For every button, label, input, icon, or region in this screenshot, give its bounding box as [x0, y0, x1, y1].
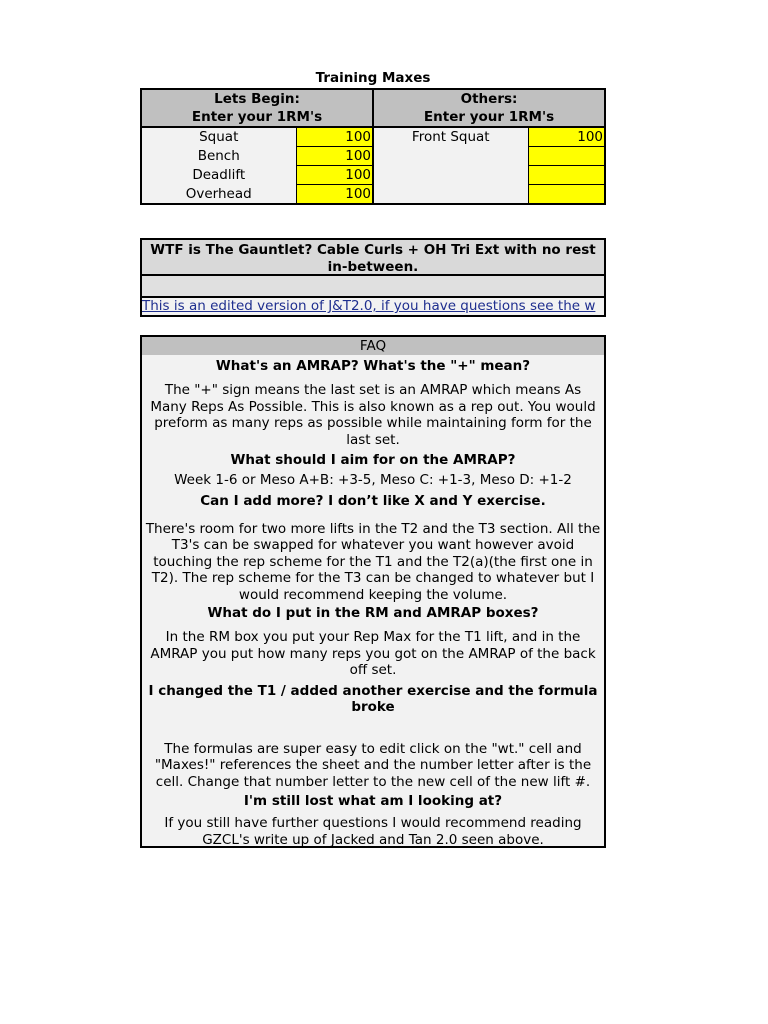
faq-answer-rm-boxes: In the RM box you put your Rep Max for the T1 lift, and in the AMRAP you put how many reps you got on the AMRAP of the back off set.: [150, 629, 596, 678]
faq-answer-add-more: There's room for two more lifts in the T2 and the T3 section. All the T3's can be swapped for whatever you want however avoid touching the rep scheme for the T1 and the T2(a)(the first one in T2). The rep scheme for the T3 can be changed to whatever but I would recommend keeping the volume.: [145, 520, 601, 603]
other-lift-label-3: [373, 166, 528, 185]
faq-question-add-more: Can I add more? I don’t like X and Y exercise.: [200, 492, 546, 509]
faq-answer-aim: Week 1-6 or Meso A+B: +3-5, Meso C: +1-3, Meso D: +1-2: [174, 472, 572, 488]
faq-question-lost: I'm still lost what am I looking at?: [243, 793, 503, 809]
overhead-1rm-cell[interactable]: 100: [296, 185, 373, 205]
table-row: [141, 127, 605, 147]
faq-answer-formula: The formulas are super easy to edit click on the "wt." cell and "Maxes!" references the sheet and the number letter after is the cell. Change that number letter to the new cell of the new lift #.: [154, 740, 592, 790]
other-1rm-cell-3[interactable]: [528, 166, 605, 185]
table-header-row: [141, 108, 605, 127]
lift-label-overhead: Overhead: [141, 185, 296, 205]
faq-answer-amrap: The "+" sign means the last set is an AMRAP which means As Many Reps As Possible. This is also known as a rep out. You would preform as many reps as possible while maintaining form for the last set.: [150, 382, 596, 448]
bench-1rm-cell[interactable]: 100: [296, 147, 373, 166]
table-row: [141, 185, 605, 205]
other-lift-label-4: [373, 185, 528, 205]
lift-label-deadlift: Deadlift: [141, 166, 296, 185]
right-header-line2: Enter your 1RM's: [373, 108, 605, 127]
left-header-line2: Enter your 1RM's: [141, 108, 373, 127]
faq-title: FAQ: [142, 337, 604, 355]
gauntlet-empty-cell: [142, 276, 604, 298]
other-lift-label-2: [373, 147, 528, 166]
faq-question-amrap: What's an AMRAP? What's the "+" mean?: [215, 358, 531, 374]
table-row: [141, 147, 605, 166]
other-1rm-cell-2[interactable]: [528, 147, 605, 166]
lift-label-squat: Squat: [141, 127, 296, 147]
other-1rm-cell-4[interactable]: [528, 185, 605, 205]
left-header-line1: Lets Begin:: [141, 89, 373, 108]
right-header-line1: Others:: [373, 89, 605, 108]
deadlift-1rm-cell[interactable]: 100: [296, 166, 373, 185]
jt2-reference-link[interactable]: This is an edited version of J&T2.0, if you have questions see the w: [142, 298, 604, 315]
other-1rm-cell-1[interactable]: 100: [528, 127, 605, 147]
squat-1rm-cell[interactable]: 100: [296, 127, 373, 147]
lift-label-bench: Bench: [141, 147, 296, 166]
training-maxes-table: [140, 88, 606, 205]
other-lift-label-1: Front Squat: [373, 127, 528, 147]
faq-question-formula: I changed the T1 / added another exercise and the formula broke: [148, 682, 598, 715]
training-maxes-title: Training Maxes: [315, 70, 431, 86]
gauntlet-description: WTF is The Gauntlet? Cable Curls + OH Tri Ext with no rest in-between.: [142, 240, 604, 276]
table-row: [141, 166, 605, 185]
gauntlet-box: [140, 238, 606, 317]
faq-box: [140, 335, 606, 848]
faq-answer-lost: If you still have further questions I would recommend reading GZCL's write up of Jacked and Tan 2.0 seen above.: [164, 815, 582, 848]
faq-question-aim: What should I aim for on the AMRAP?: [230, 452, 516, 468]
faq-question-rm-boxes: What do I put in the RM and AMRAP boxes?: [207, 605, 539, 621]
table-header-row: [141, 89, 605, 108]
